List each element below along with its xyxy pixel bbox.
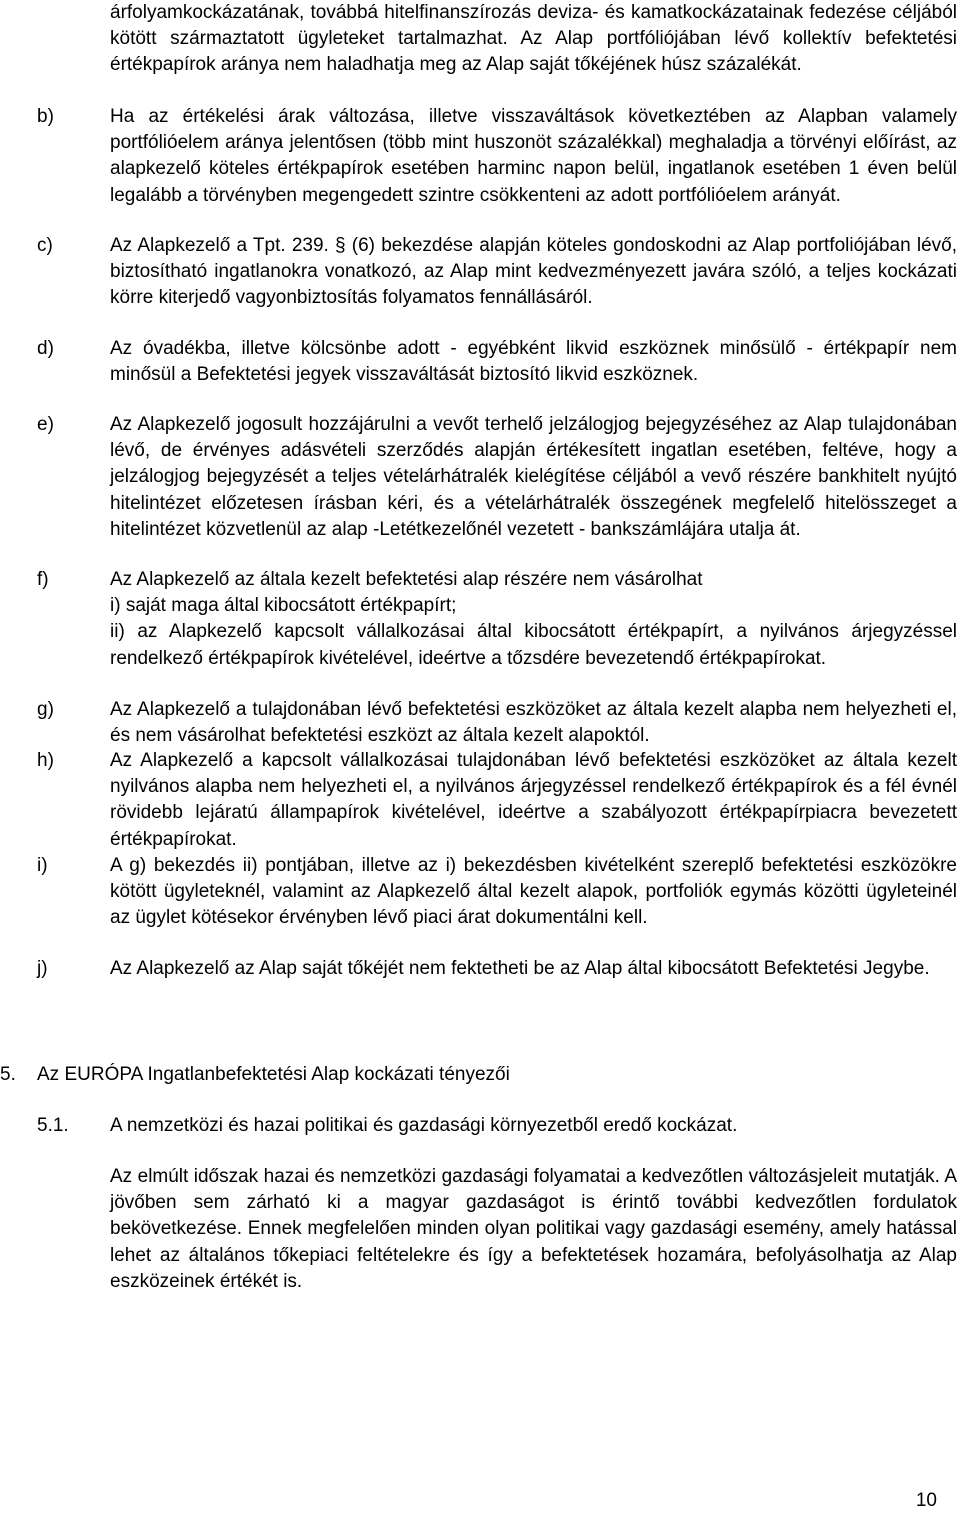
list-item-text: Az óvadékba, illetve kölcsönbe adott - egyébként likvid eszköznek minősülő - értékpapír nem minősül a Befektetési jegyek visszaváltását biztosító likvid eszköznek. [110, 338, 957, 386]
list-item-text: A g) bekezdés ii) pontjában, illetve az i) bekezdésben kivételként szereplő befektetési eszközökre kötött ügyleteknél, valamint az Alapkezelő által kezelt alapok, portfoliók egymás közötti ügyleteinél az ügylet kötésekor érvényben lévő piaci árat dokumentálni kell. [110, 855, 957, 929]
subsection-body-text: Az elmúlt időszak hazai és nemzetközi gazdasági folyamatai a kedvezőtlen változásjeleit mutatják. A jövőben sem zárható ki a magyar gazdaságot is érintő további kedvezőtlen fordulatok bekövetkezése. Ennek megfelelően minden olyan politikai vagy gazdasági esemény, amely hatással lehet az általános tőkepiaci feltételekre és így a befektetések hozamára, befolyásolhatja az Alap eszközeinek értékét is. [110, 1166, 957, 1292]
list-item-text: Az Alapkezelő a tulajdonában lévő befektetési eszközöket az általa kezelt alapba nem helyezheti el, és nem vásárolhat befektetési eszközt az általa kezelt alapoktól. [110, 699, 957, 747]
list-item-label: c) [37, 235, 53, 256]
intro-continuation-paragraph [110, 0, 957, 79]
list-item-text: Ha az értékelési árak változása, illetve visszaváltások következtében az Alapban valamely portfólióelem aránya jelentősen (több mint huszonöt százalékkal) meghaladja a törvényi előírást, az alapkezelő köteles értékpapírok esetében harminc napon belül, ingatlanok esetében 1 éven belül legalább a törvényben megengedett szintre csökkenteni az adott portfólióelem arányát. [110, 106, 957, 206]
list-item-text: Az Alapkezelő a kapcsolt vállalkozásai tulajdonában lévő befektetési eszközöket az általa kezelt nyilvános alapba nem helyezheti el, a nyilvános árjegyzéssel rendelkező értékpapírok és a fél évnél rövidebb lejáratú állampapírok kivételével, ideértve a szabályozott értékpapírpiacra bevezetett értékpapírokat. [110, 750, 957, 850]
list-item-text: Az Alapkezelő az Alap saját tőkéjét nem fektetheti be az Alap által kibocsátott Befektetési Jegybe. [110, 958, 930, 979]
section-title: Az EURÓPA Ingatlanbefektetési Alap kockázati tényezői [37, 1064, 510, 1085]
subsection-body-paragraph [110, 1164, 957, 1295]
list-item-text: Az Alapkezelő az általa kezelt befektetési alap részére nem vásárolhat [110, 569, 703, 590]
list-item-label: h) [37, 750, 54, 771]
list-item-label: b) [37, 106, 54, 127]
list-item-label: d) [37, 338, 54, 359]
list-item-label: f) [37, 569, 49, 590]
list-item-text: Az Alapkezelő a Tpt. 239. § (6) bekezdése alapján köteles gondoskodni az Alap portfoliójában lévő, biztosítható ingatlanokra vonatkozó, az Alap mint kedvezményezett javára szóló, a teljes kockázati körre kiterjedő vagyonbiztosítás folyamatos fennállásáról. [110, 235, 957, 309]
subsection-number: 5.1. [37, 1115, 69, 1136]
sub-item-i: i) saját maga által kibocsátott értékpapírt; [110, 595, 457, 617]
list-item-label: g) [37, 699, 54, 720]
intro-continuation-text: árfolyamkockázatának, továbbá hitelfinanszírozás deviza- és kamatkockázatainak fedezése céljából kötött származtatott ügyleteket tartalmazhat. Az Alap portfóliójában lévő kollektív befektetési értékpapírok aránya nem haladhatja meg az Alap saját tőkéjének húsz százalékát. [110, 2, 957, 76]
list-item-text-group [110, 567, 957, 672]
list-item-label: j) [37, 958, 48, 979]
section-number: 5. [0, 1064, 16, 1085]
list-item-label: e) [37, 414, 54, 435]
subsection-title: A nemzetközi és hazai politikai és gazdasági környezetből eredő kockázat. [110, 1115, 738, 1136]
sub-item-ii: ii) az Alapkezelő kapcsolt vállalkozásai által kibocsátott értékpapírt, a nyilvános árjegyzéssel rendelkező értékpapírok kivételével, ideértve a tőzsdére bevezetendő értékpapírokat. [110, 621, 957, 669]
list-item-label: i) [37, 855, 48, 876]
list-item-text: Az Alapkezelő jogosult hozzájárulni a vevőt terhelő jelzálogjog bejegyzéséhez az Alap tulajdonában lévő, de érvényes adásvételi szerződés alapján értékesített ingatlan esetében, feltéve, hogy a jelzálogjog bejegyzését a teljes vételárhátralék kielégítése céljából a vevő részére bankhitelt nyújtó hitelintézet előzetesen írásban kéri, és a vételárhátralék összegének megfelelő hitelösszeget a hitelintézet közvetlenül az alap -Letétkezelőnél vezetett - bankszámlájára utalja át. [110, 414, 957, 540]
page-number: 10 [915, 1490, 937, 1511]
